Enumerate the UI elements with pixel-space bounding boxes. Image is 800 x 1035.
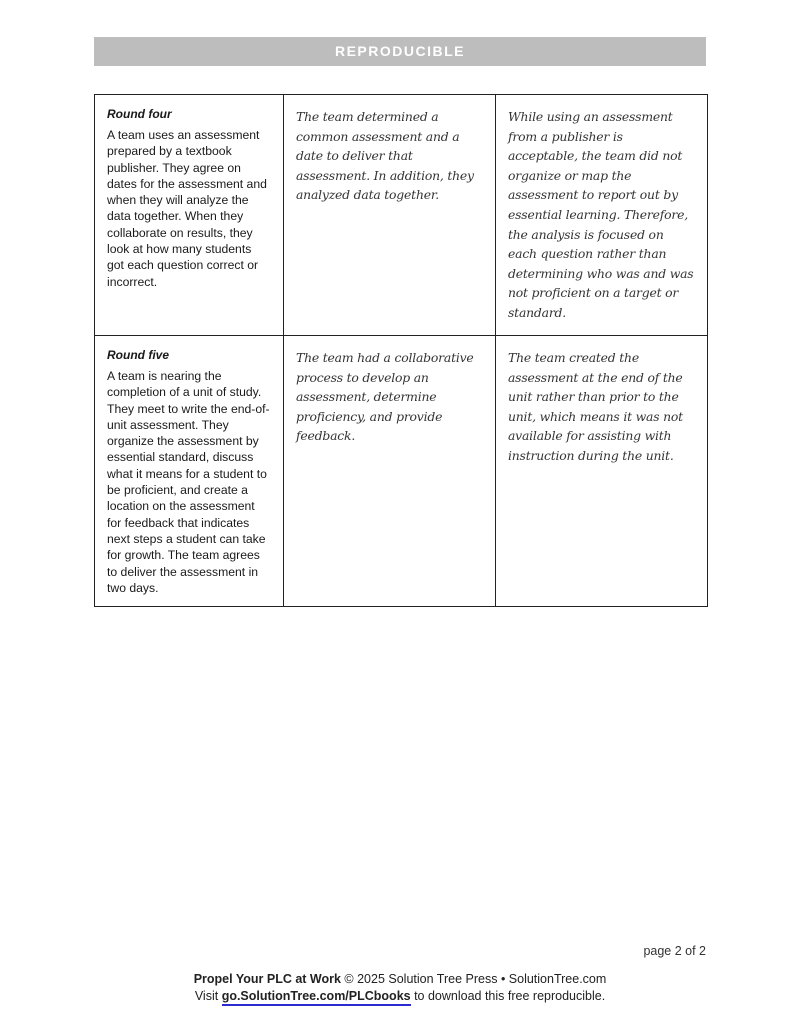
handwritten-response: The team created the assessment at the end of the unit rather than prior to the unit, which means it was not available for assisting with instruction during the unit. — [508, 350, 683, 463]
response-cell — [284, 95, 496, 336]
handwritten-response: While using an assessment from a publisher is acceptable, the team did not organize or map the assessment to report out by essential learning. Therefore, the analysis is focused on each question rather than determining who was and was not proficient on a target or standard. — [508, 109, 694, 320]
download-text: to download this free reproducible. — [414, 989, 606, 1003]
table-row — [95, 95, 708, 336]
footer-credit — [0, 972, 800, 986]
response-cell — [284, 336, 496, 607]
reproducible-banner: REPRODUCIBLE — [94, 37, 706, 66]
response-cell — [496, 95, 708, 336]
round-title: Round five — [107, 348, 169, 362]
scenario-cell — [95, 336, 284, 607]
scenario-text: A team is nearing the completion of a unit of study. They meet to write the end-of-unit assessment. They organize the assessment by essential standard, discuss what it means for a student to be proficient, and create a location on the assessment for feedback that indicates next steps a student can take for growth. The team agrees to deliver the assessment in two days. — [107, 369, 270, 595]
rounds-table — [94, 94, 708, 607]
book-title: Propel Your PLC at Work — [193, 972, 341, 986]
response-cell — [496, 336, 708, 607]
footer-download — [0, 989, 800, 1003]
scenario-cell — [95, 95, 284, 336]
round-title: Round four — [107, 107, 172, 121]
page-number: page 2 of 2 — [643, 944, 706, 958]
scenario-text: A team uses an assessment prepared by a textbook publisher. They agree on dates for the assessment and when they will analyze the data together. When they collaborate on results, they look at how many students got each question correct or incorrect. — [107, 128, 267, 289]
table-row — [95, 336, 708, 607]
handwritten-response: The team determined a common assessment and a date to deliver that assessment. In addition, they analyzed data together. — [296, 109, 474, 203]
handwritten-response: The team had a collaborative process to develop an assessment, determine proficiency, and provide feedback. — [296, 350, 474, 444]
copyright-text: © 2025 Solution Tree Press • SolutionTree.com — [344, 972, 607, 986]
plcbooks-link[interactable]: go.SolutionTree.com/PLCbooks — [222, 989, 411, 1006]
visit-text: Visit — [194, 989, 219, 1003]
